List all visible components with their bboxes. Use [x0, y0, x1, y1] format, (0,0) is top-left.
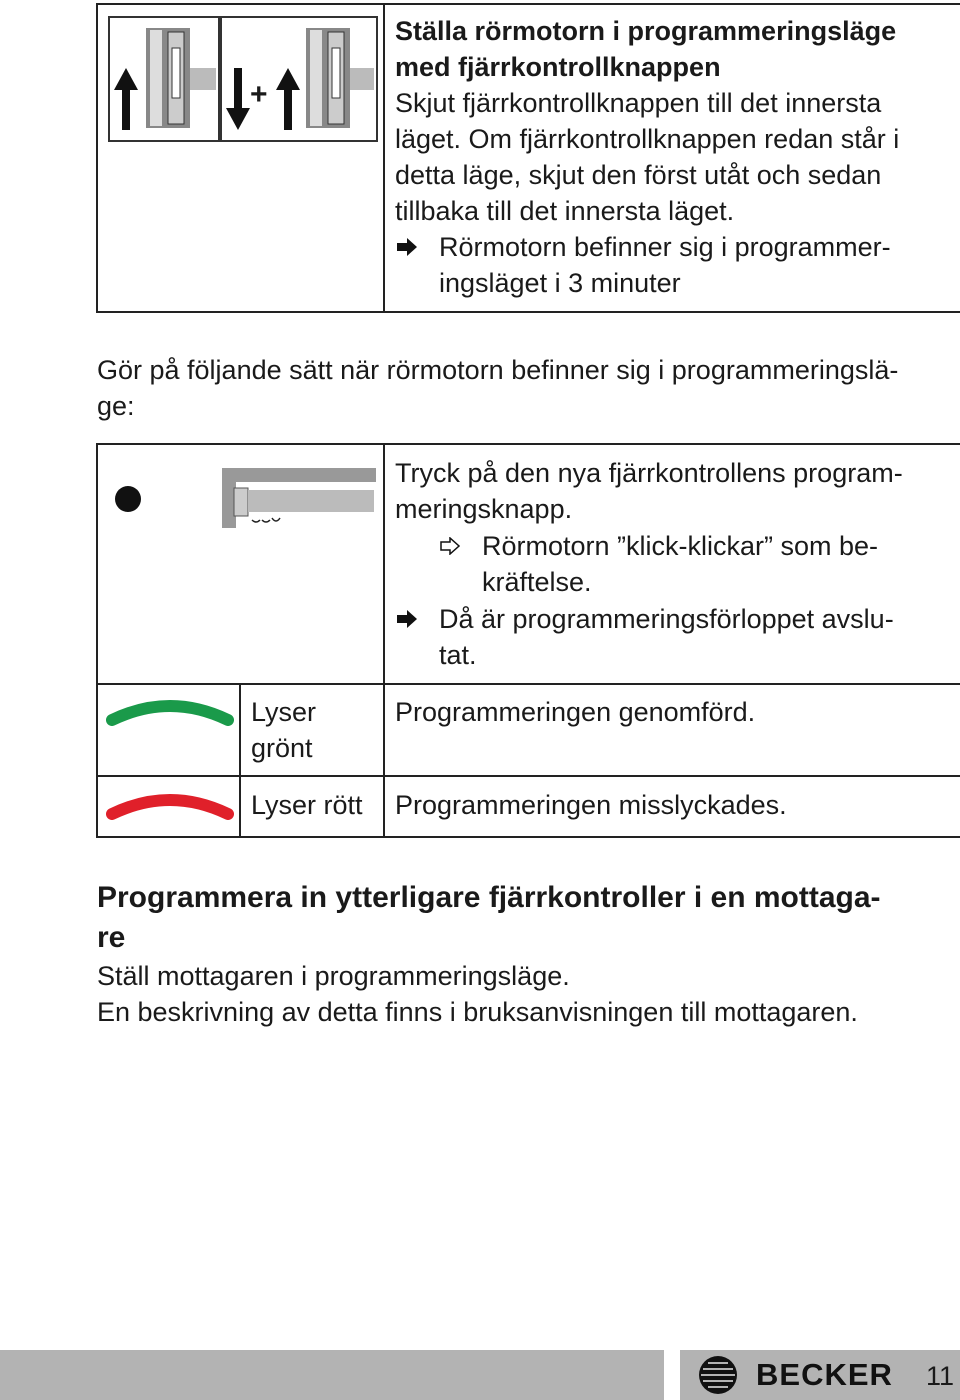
- section-line1: Ställ mottagaren i programmeringsläge.: [97, 961, 570, 991]
- section-heading-line1: Programmera in ytterligare fjärrkontroller i en mottaga-: [97, 881, 881, 914]
- box1-title-line2: med fjärrkontrollknappen: [395, 52, 721, 82]
- box2-label-divider: [239, 683, 241, 838]
- box1-bottom-border: [96, 311, 960, 313]
- box2-interim-line2: kräftelse.: [482, 567, 592, 597]
- box2-top-border: [96, 443, 960, 445]
- red-led-icon: [106, 790, 234, 820]
- footer-bar: [0, 1350, 664, 1400]
- motor-illustration-up: [108, 16, 220, 142]
- box2-result-line1: Då är programmeringsförloppet avslu-: [439, 604, 894, 634]
- green-label-line2: grönt: [251, 733, 313, 763]
- motor-head-illustration: [218, 464, 378, 534]
- box1-title-line1: Ställa rörmotorn i programmeringsläge: [395, 16, 897, 46]
- green-label-line1: Lyser: [251, 697, 317, 727]
- brand-name: BECKER: [756, 1357, 893, 1392]
- becker-logo-icon: [698, 1355, 738, 1395]
- motor-illustration-down-up: [220, 16, 378, 142]
- red-label: Lyser rött: [251, 790, 363, 820]
- box1-left-border: [96, 3, 98, 313]
- box1-result-line1: Rörmotorn befinner sig i programmer-: [439, 232, 891, 262]
- press-button-dot-icon: [115, 486, 141, 512]
- box2-left-border: [96, 443, 98, 838]
- intro-line2: ge:: [97, 391, 135, 421]
- box1-divider: [383, 3, 385, 313]
- box1-body-line2: läget. Om fjärrkontrollknappen redan står i: [395, 124, 900, 154]
- box1-body-line4: tillbaka till det innersta läget.: [395, 196, 735, 226]
- plus-sign: +: [250, 78, 268, 111]
- green-result: Programmeringen genomförd.: [395, 697, 756, 727]
- red-result: Programmeringen misslyckades.: [395, 790, 787, 820]
- result-arrow-icon: [397, 610, 417, 628]
- box2-divider: [383, 443, 385, 838]
- green-led-icon: [106, 696, 234, 726]
- box2-interim-line1: Rörmotorn ”klick-klickar” som be-: [482, 531, 879, 561]
- section-line2: En beskrivning av detta finns i bruksanvisningen till mottagaren.: [97, 997, 858, 1027]
- box2-bottom-border: [96, 836, 960, 838]
- page-number: 11: [926, 1361, 955, 1391]
- box2-step-line2: meringsknapp.: [395, 494, 573, 524]
- section-heading-line2: re: [97, 921, 126, 954]
- box2-step-line1: Tryck på den nya fjärrkontrollens program-: [395, 458, 903, 488]
- box2-row-divider1: [96, 683, 960, 685]
- intro-line1: Gör på följande sätt när rörmotorn befinner sig i programmeringslä-: [97, 355, 899, 385]
- box1-top-border: [96, 3, 960, 5]
- box1-result-line2: ingsläget i 3 minuter: [439, 268, 681, 298]
- result-arrow-icon: [397, 238, 417, 256]
- box2-result-line2: tat.: [439, 640, 477, 670]
- box2-row-divider2: [96, 775, 960, 777]
- box1-body-line1: Skjut fjärrkontrollknappen till det innersta: [395, 88, 882, 118]
- box1-body-line3: detta läge, skjut den först utåt och sedan: [395, 160, 882, 190]
- interim-arrow-icon: [440, 537, 460, 555]
